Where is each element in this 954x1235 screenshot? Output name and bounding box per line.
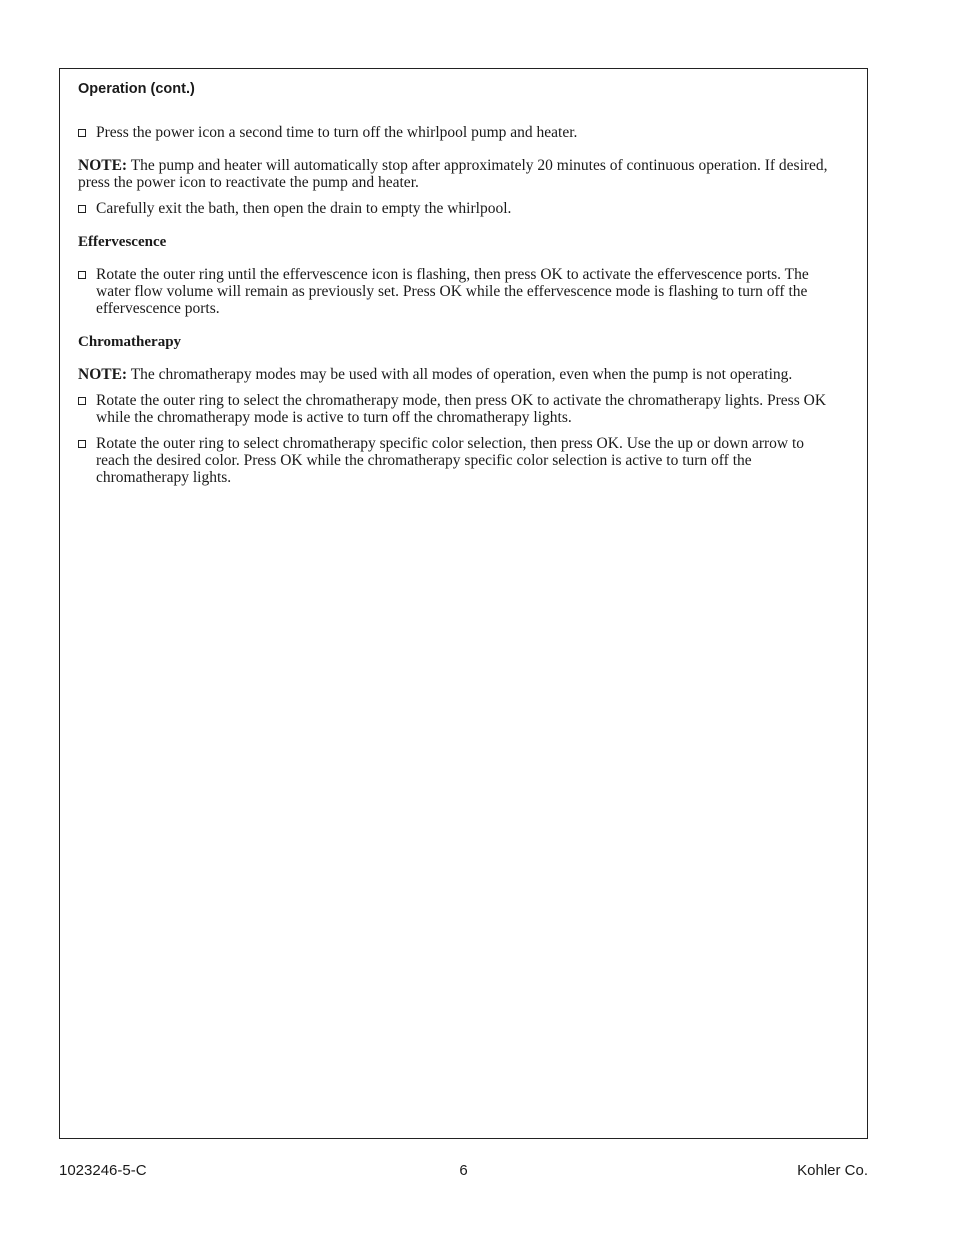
bullet-text: Rotate the outer ring to select the chromatherapy mode, then press OK to activate the chromatherapy lights. Press OK while the chromatherapy mode is active to turn off the chromatherapy lights.: [96, 392, 827, 426]
list-item: [78, 200, 838, 217]
bullet-text: Rotate the outer ring until the effervescence icon is flashing, then press OK to activate the effervescence ports. The water flow volume will remain as previously set. Press OK while the effervescence mode is flashing to turn off the effervescence ports.: [96, 266, 809, 317]
bullet-text: Rotate the outer ring to select chromatherapy specific color selection, then press OK. Use the up or down arrow to reach the desired color. Press OK while the chromatherapy specific color selection is active to turn off the chromatherapy lights.: [96, 435, 805, 486]
list-item: [78, 266, 838, 317]
note-label: NOTE:: [78, 157, 128, 174]
note-text: The pump and heater will automatically stop after approximately 20 minutes of continuous operation. If desired, press the power icon to reactivate the pump and heater.: [78, 157, 828, 191]
company-name: Kohler Co.: [797, 1162, 868, 1179]
note-paragraph: [78, 366, 838, 383]
checkbox-bullet-icon: [78, 440, 86, 448]
page-number: 6: [459, 1162, 468, 1179]
section-title: Operation (cont.): [78, 81, 195, 97]
note-text: The chromatherapy modes may be used with all modes of operation, even when the pump is not operating.: [127, 366, 793, 383]
page-footer: [59, 1162, 868, 1182]
page-content: [78, 80, 838, 495]
checkbox-bullet-icon: [78, 205, 86, 213]
list-item: [78, 392, 838, 426]
bullet-text: Carefully exit the bath, then open the drain to empty the whirlpool.: [96, 200, 512, 217]
list-item: [78, 435, 838, 486]
note-paragraph: [78, 157, 838, 191]
checkbox-bullet-icon: [78, 397, 86, 405]
document-number: 1023246-5-C: [59, 1162, 147, 1179]
page-frame: [59, 68, 868, 1139]
chromatherapy-heading: Chromatherapy: [78, 334, 182, 350]
effervescence-heading: Effervescence: [78, 234, 167, 250]
checkbox-bullet-icon: [78, 271, 86, 279]
checkbox-bullet-icon: [78, 129, 86, 137]
list-item: [78, 124, 838, 141]
bullet-text: Press the power icon a second time to turn off the whirlpool pump and heater.: [96, 124, 578, 141]
note-label: NOTE:: [78, 366, 128, 383]
